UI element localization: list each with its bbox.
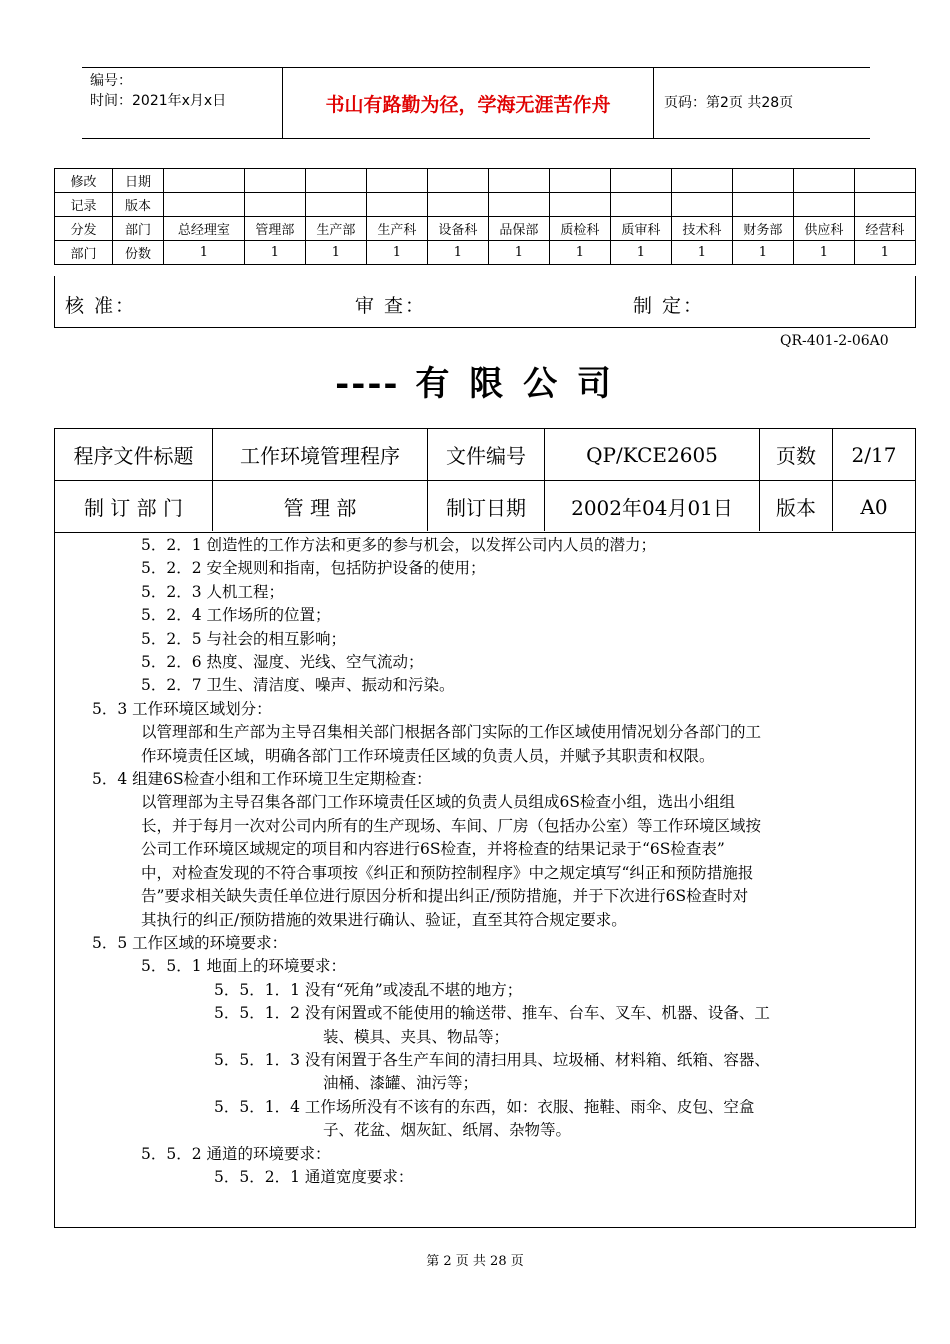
dept-cell: 供应科	[793, 217, 854, 241]
number-label: 文件编号	[446, 444, 526, 468]
approve-label: 核 准：	[65, 295, 137, 317]
dept-cell: 生产部	[305, 217, 366, 241]
copies-cell: 1	[793, 241, 854, 265]
date-label: 制订日期	[446, 496, 526, 520]
paragraph-line: 作环境责任区域，明确各部门工作环境责任区域的负责人员，并赋予其职责和权限。	[141, 746, 715, 765]
distribution-label: 分发	[55, 217, 113, 241]
copies-cell: 1	[488, 241, 549, 265]
signature-row	[54, 276, 916, 328]
dept-cell: 管理部	[244, 217, 305, 241]
pages-label: 页数	[776, 444, 816, 468]
sub-clause-cont: 子、花盆、烟灰缸、纸屑、杂物等。	[323, 1121, 572, 1140]
clause: 5．2．2 安全规则和指南，包括防护设备的使用；	[141, 559, 486, 578]
title-label: 程序文件标题	[73, 444, 194, 468]
sub-clause: 5．5．1．2 没有闲置或不能使用的输送带、推车、台车、叉车、机器、设备、工	[214, 1004, 770, 1023]
modify-label: 修改	[55, 169, 113, 193]
copies-cell: 1	[549, 241, 610, 265]
clause: 5．2．4 工作场所的位置；	[141, 606, 331, 625]
paragraph-line: 其执行的纠正/预防措施的效果进行确认、验证，直至其符合规定要求。	[141, 910, 627, 929]
version-value: A0	[860, 494, 888, 519]
copies-cell: 1	[366, 241, 427, 265]
company-title	[0, 356, 950, 405]
page-footer: 第 2 页 共 28 页	[426, 1254, 524, 1269]
dept-cell: 品保部	[488, 217, 549, 241]
paragraph-line: 长，并于每月一次对公司内所有的生产现场、车间、厂房（包括办公室）等工作环境区域按	[141, 816, 762, 835]
copies-cell: 1	[732, 241, 793, 265]
dept-cell: 财务部	[732, 217, 793, 241]
copies-cell: 1	[671, 241, 732, 265]
dept-value: 管 理 部	[283, 496, 357, 520]
version-label: 版本	[776, 496, 816, 520]
paragraph-line: 以管理部和生产部为主导召集相关部门根据各部门实际的工作区域使用情况划分各部门的工	[141, 723, 762, 742]
doc-time-label: 时间：2021年x月x日	[90, 93, 227, 109]
revision-table	[54, 168, 916, 265]
clause: 5．2．3 人机工程；	[141, 582, 285, 601]
document-body	[55, 534, 915, 1189]
company-name: 有 限 公 司	[415, 364, 615, 404]
sub-clause-cont: 装、模具、夹具、物品等；	[323, 1027, 510, 1046]
paragraph-line: 中，对检查发现的不符合事项按《纠正和预防控制程序》中之规定填写“纠正和预防措施报	[141, 863, 754, 882]
pages-value: 2/17	[851, 442, 897, 467]
section-heading: 5．5 工作区域的环境要求：	[92, 933, 288, 952]
sub-clause: 5．5．1．1 没有“死角”或凌乱不堪的地方；	[214, 980, 523, 999]
review-label: 审 查：	[355, 295, 427, 317]
doc-number-label: 编号：	[90, 73, 132, 89]
sub-clause: 5．5．2．1 通道宽度要求：	[214, 1167, 414, 1186]
record-label: 记录	[55, 193, 113, 217]
date-value: 2002年04月01日	[571, 496, 733, 520]
sub-clause-cont: 油桶、漆罐、油污等；	[323, 1074, 479, 1093]
dept-cell: 质审科	[610, 217, 671, 241]
prepare-label: 制 定：	[633, 295, 705, 317]
clause: 5．2．6 热度、湿度、光线、空气流动；	[141, 653, 424, 672]
section-heading: 5．4 组建6S检查小组和工作环境卫生定期检查：	[92, 770, 432, 789]
company-dash: ----	[335, 364, 400, 404]
dept-group-label: 部门	[55, 241, 113, 265]
header-page-info: 页码：第2页 共28页	[664, 95, 794, 111]
header-meta	[82, 68, 282, 138]
version-label: 版本	[113, 193, 164, 217]
form-code: QR-401-2-06A0	[780, 333, 889, 349]
department-label: 部门	[113, 217, 164, 241]
dept-cell: 经营科	[854, 217, 915, 241]
dept-cell: 生产科	[366, 217, 427, 241]
paragraph-line: 以管理部为主导召集各部门工作环境责任区域的负责人员组成6S检查小组，选出小组组	[141, 793, 735, 812]
paragraph-line: 公司工作环境区域规定的项目和内容进行6S检查，并将检查的结果记录于“6S检查表”	[141, 840, 725, 859]
copies-label: 份数	[113, 241, 164, 265]
page-header	[82, 67, 870, 139]
dept-cell: 总经理室	[164, 217, 245, 241]
copies-cell: 1	[305, 241, 366, 265]
copies-cell: 1	[854, 241, 915, 265]
date-label: 日期	[113, 169, 164, 193]
title-value: 工作环境管理程序	[240, 444, 400, 468]
sub-clause: 5．5．1．3 没有闲置于各生产车间的清扫用具、垃圾桶、材料箱、纸箱、容器、	[214, 1050, 770, 1069]
dept-cell: 设备科	[427, 217, 488, 241]
dept-label: 制 订 部 门	[83, 496, 184, 520]
dept-cell: 质检科	[549, 217, 610, 241]
number-value: QP/KCE2605	[586, 442, 718, 467]
clause: 5．2．7 卫生、清洁度、噪声、振动和污染。	[141, 676, 455, 695]
section-heading: 5．3 工作环境区域划分：	[92, 699, 272, 718]
clause: 5．2．5 与社会的相互影响；	[141, 629, 347, 648]
clause: 5．2．1 创造性的工作方法和更多的参与机会，以发挥公司内人员的潜力；	[141, 536, 657, 554]
paragraph-line: 告”要求相关缺失责任单位进行原因分析和提出纠正/预防措施，并于下次进行6S检查时对	[141, 887, 749, 906]
dept-cell: 技术科	[671, 217, 732, 241]
copies-cell: 1	[610, 241, 671, 265]
copies-cell: 1	[164, 241, 245, 265]
header-motto: 书山有路勤为径，学海无涯苦作舟	[325, 93, 611, 116]
sub-clause: 5．5．1．4 工作场所没有不该有的东西，如：衣服、拖鞋、雨伞、皮包、空盒	[214, 1097, 755, 1116]
copies-cell: 1	[244, 241, 305, 265]
clause: 5．5．2 通道的环境要求：	[141, 1144, 331, 1163]
clause: 5．5．1 地面上的环境要求：	[141, 957, 347, 976]
copies-cell: 1	[427, 241, 488, 265]
document-table	[54, 428, 916, 1228]
